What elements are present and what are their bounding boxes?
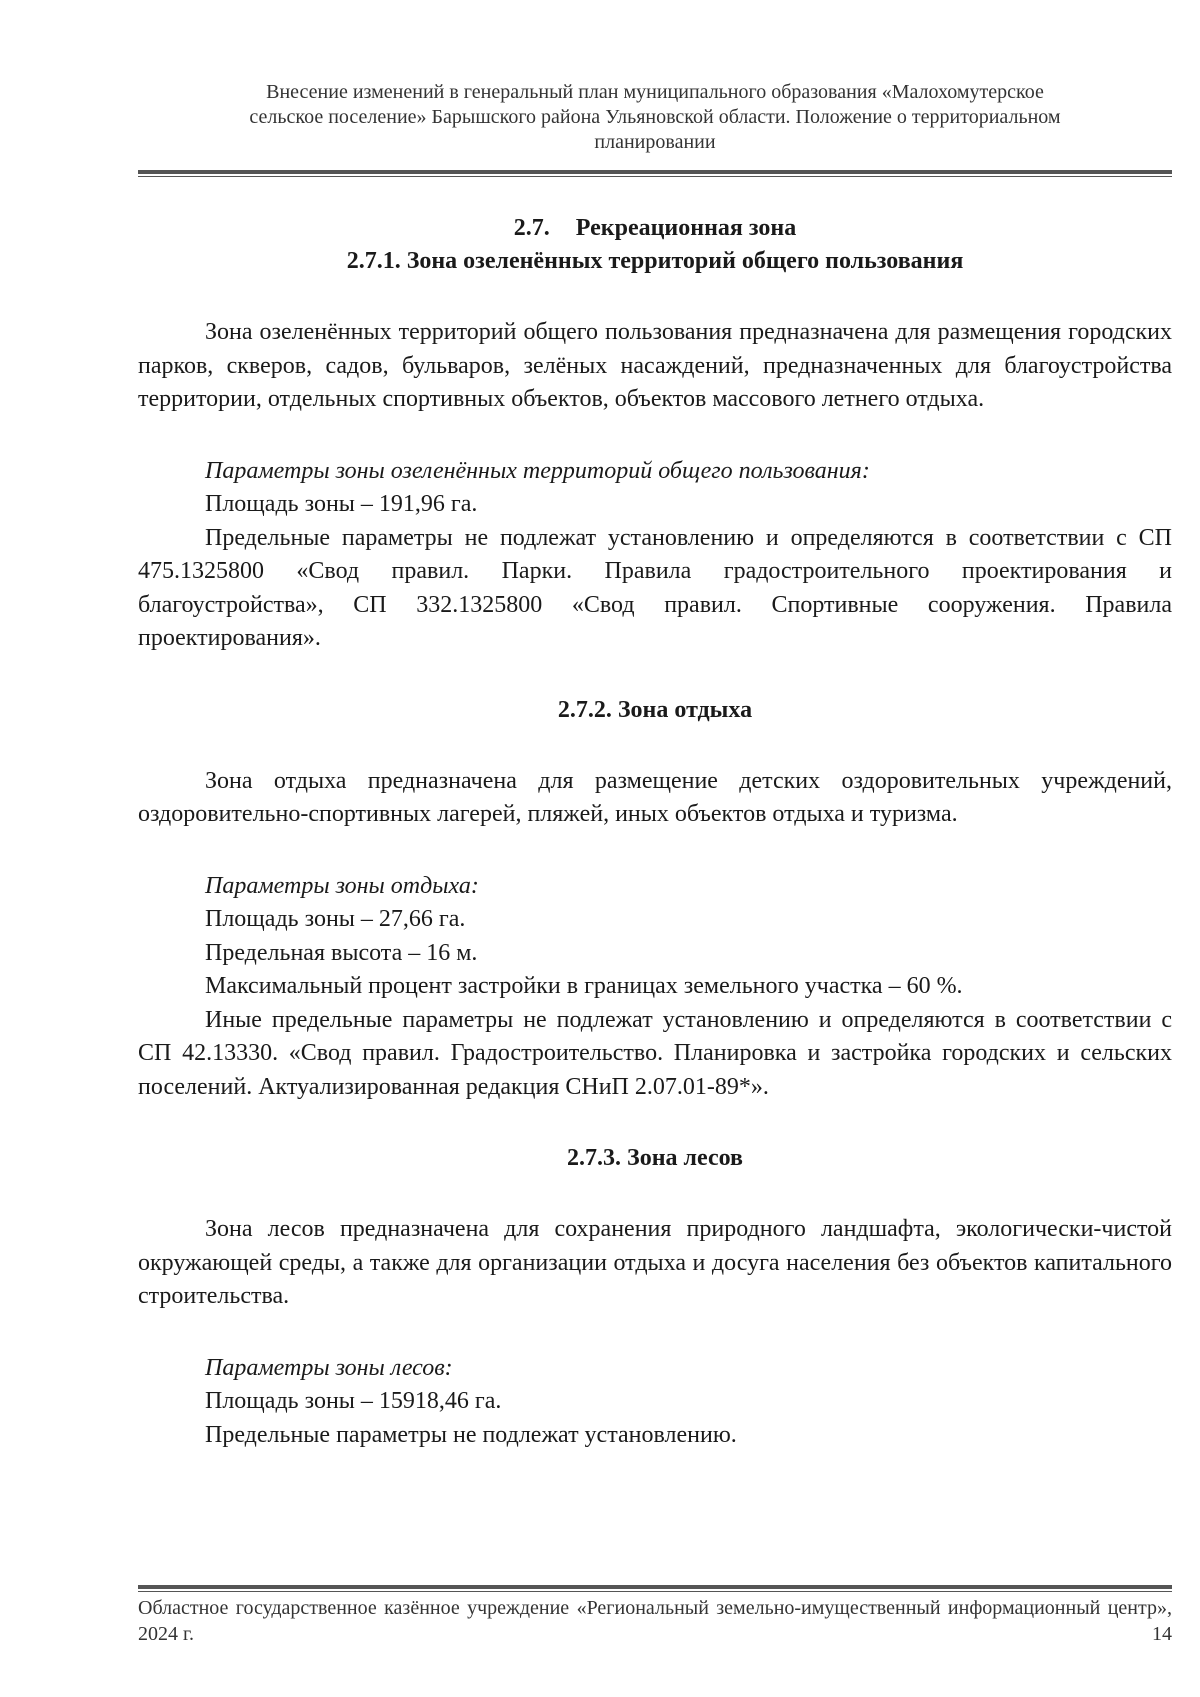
- subsection-2-height: Предельная высота – 16 м.: [205, 939, 478, 966]
- subsection-1-limits: Предельные параметры не подлежат установлению и определяются в соответствии с СП 475.1325800 «Свод правил. Парки. Правила градостроительного проектирования и благоустройства», СП 332.1325800 «Свод правил. Спортивные сооружения. Правила проектирования».: [138, 524, 1172, 651]
- subsection-3-heading: 2.7.3. Зона лесов: [567, 1145, 743, 1171]
- running-footer: Областное государственное казённое учреждение «Региональный земельно-имущественный информационный центр», 2024 г.: [138, 1597, 1172, 1645]
- footer-divider: [138, 1585, 1172, 1592]
- section-heading: [138, 212, 1172, 245]
- header-line-2: сельское поселение» Барышского района Ульяновской области. Положение о территориальном: [249, 106, 1061, 128]
- header-line-1: Внесение изменений в генеральный план муниципального образования «Малохомутерское: [266, 81, 1044, 103]
- section-number: 2.7.: [513, 215, 550, 241]
- subsection-1-area: Площадь зоны – 191,96 га.: [205, 491, 478, 517]
- running-header: [138, 80, 1172, 155]
- subsection-3-limits: Предельные параметры не подлежат установлению.: [205, 1421, 737, 1448]
- subsection-2-area: Площадь зоны – 27,66 га.: [205, 906, 466, 932]
- subsection-3-params-label: Параметры зоны лесов:: [205, 1354, 453, 1381]
- subsection-3-area: Площадь зоны – 15918,46 га.: [205, 1388, 502, 1414]
- subsection-3-intro: Зона лесов предназначена для сохранения природного ландшафта, экологически-чистой окружающей среды, а также для организации отдыха и досуга населения без объектов капитального строительства.: [138, 1216, 1172, 1309]
- header-line-3: планировании: [594, 131, 716, 153]
- subsection-2-params-label: Параметры зоны отдыха:: [205, 872, 479, 899]
- page-body: [138, 212, 1172, 1452]
- subsection-2-limits: Иные предельные параметры не подлежат установлению и определяются в соответствии с СП 42.13330. «Свод правил. Градостроительство. Планировка и застройка городских и сельских поселений. Актуализированная редакция СНиП 2.07.01-89*».: [138, 1006, 1172, 1100]
- subsection-1-params-label: Параметры зоны озеленённых территорий общего пользования:: [205, 457, 870, 484]
- section-title: Рекреационная зона: [575, 215, 797, 241]
- header-divider: [138, 170, 1172, 177]
- subsection-1-heading: 2.7.1. Зона озеленённых территорий общего пользования: [346, 248, 964, 274]
- subsection-1-intro: Зона озеленённых территорий общего пользования предназначена для размещения городских парков, скверов, садов, бульваров, зелёных насаждений, предназначенных для благоустройства территории, отдельных спортивных объектов, объектов массового летнего отдыха.: [138, 319, 1172, 412]
- subsection-2-intro: Зона отдыха предназначена для размещение детских оздоровительных учреждений, оздоровительно-спортивных лагерей, пляжей, иных объектов отдыха и туризма.: [138, 767, 1172, 827]
- page-number: 14: [1152, 1623, 1172, 1645]
- subsection-2-heading: 2.7.2. Зона отдыха: [557, 696, 753, 723]
- subsection-2-coverage: Максимальный процент застройки в границах земельного участка – 60 %.: [205, 973, 963, 999]
